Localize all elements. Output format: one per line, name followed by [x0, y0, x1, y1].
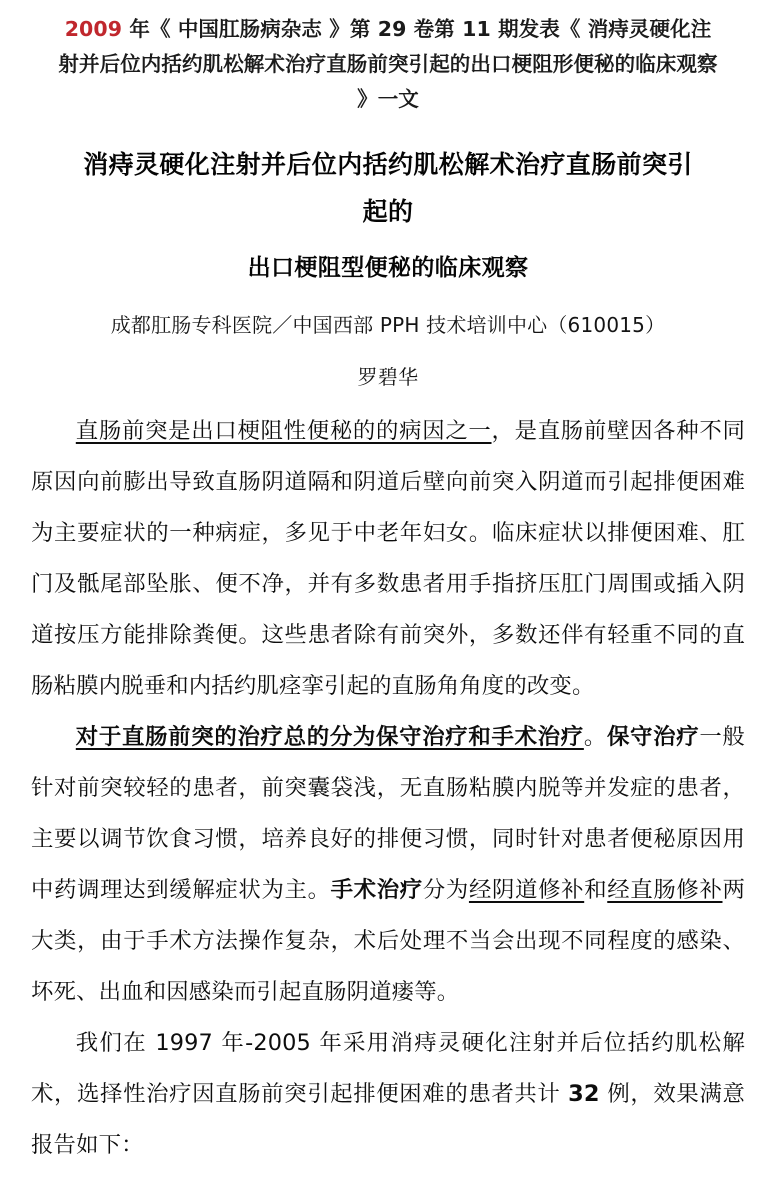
page-title-line-2: 起的	[362, 197, 414, 226]
publication-year: 2009	[64, 17, 123, 41]
text-run-bold: 保守治疗	[606, 724, 700, 750]
text-run-underline: 直肠前突是出口梗阻性便秘的的病因之一	[75, 418, 492, 444]
text-run-underline: 经阴道修补	[468, 877, 585, 903]
text-run-bold-underline: 对于直肠前突的治疗总的分为保守治疗和手术治疗	[75, 724, 584, 750]
body-paragraph-1: 直肠前突是出口梗阻性便秘的的病因之一，是直肠前壁因各种不同原因向前膨出导致直肠阴道隔和阴道后壁向前突入阴道而引起排便困难为主要症状的一种病症，多见于中老年妇女。临床症状以排便困难、肛门及骶尾部坠胀、便不净，并有多数患者用手指挤压肛门周围或插入阴道按压方能排除粪便。这些患者除有前突外，多数还伴有轻重不同的直肠粘膜内脱垂和内括约肌痉挛引起的直肠角角度的改变。	[31, 418, 746, 699]
page-subtitle: 出口梗阻型便秘的临床观察	[247, 255, 529, 281]
article-body	[31, 392, 745, 1171]
author-name: 罗碧华	[357, 365, 419, 389]
text-run-underline: 经直肠修补	[607, 877, 723, 903]
source-citation-text: 年《 中国肛肠病杂志 》第 29 卷第 11 期发表《 消痔灵硬化注射并后位内括约肌松解术治疗直肠前突引起的出口梗阻形便秘的临床观察 》一文	[58, 17, 718, 111]
author-affiliation: 成都肛肠专科医院／中国西部 PPH 技术培训中心（610015）	[110, 313, 666, 337]
body-paragraph-3: 我们在 1997 年-2005 年采用消痔灵硬化注射并后位括约肌松解术，选择性治疗因直肠前突引起排便困难的患者共计 32 例，效果满意报告如下：	[31, 1030, 745, 1158]
text-run-bold: 32	[568, 1081, 600, 1107]
text-run-bold: 手术治疗	[330, 877, 423, 903]
page-title-line-1: 消痔灵硬化注射并后位内括约肌松解术治疗直肠前突引	[83, 150, 693, 179]
source-citation-line	[31, 0, 745, 117]
article-title-block	[31, 117, 745, 291]
body-paragraph-2: 对于直肠前突的治疗总的分为保守治疗和手术治疗。保守治疗一般针对前突较轻的患者，前突囊袋浅，无直肠粘膜内脱等并发症的患者，主要以调节饮食习惯，培养良好的排便习惯，同时针对患者便秘原因用中药调理达到缓解症状为主。手术治疗分为经阴道修补和经直肠修补两大类，由于手术方法操作复杂，术后处理不当会出现不同程度的感染、坏死、出血和因感染而引起直肠阴道瘘等。	[31, 724, 746, 1005]
